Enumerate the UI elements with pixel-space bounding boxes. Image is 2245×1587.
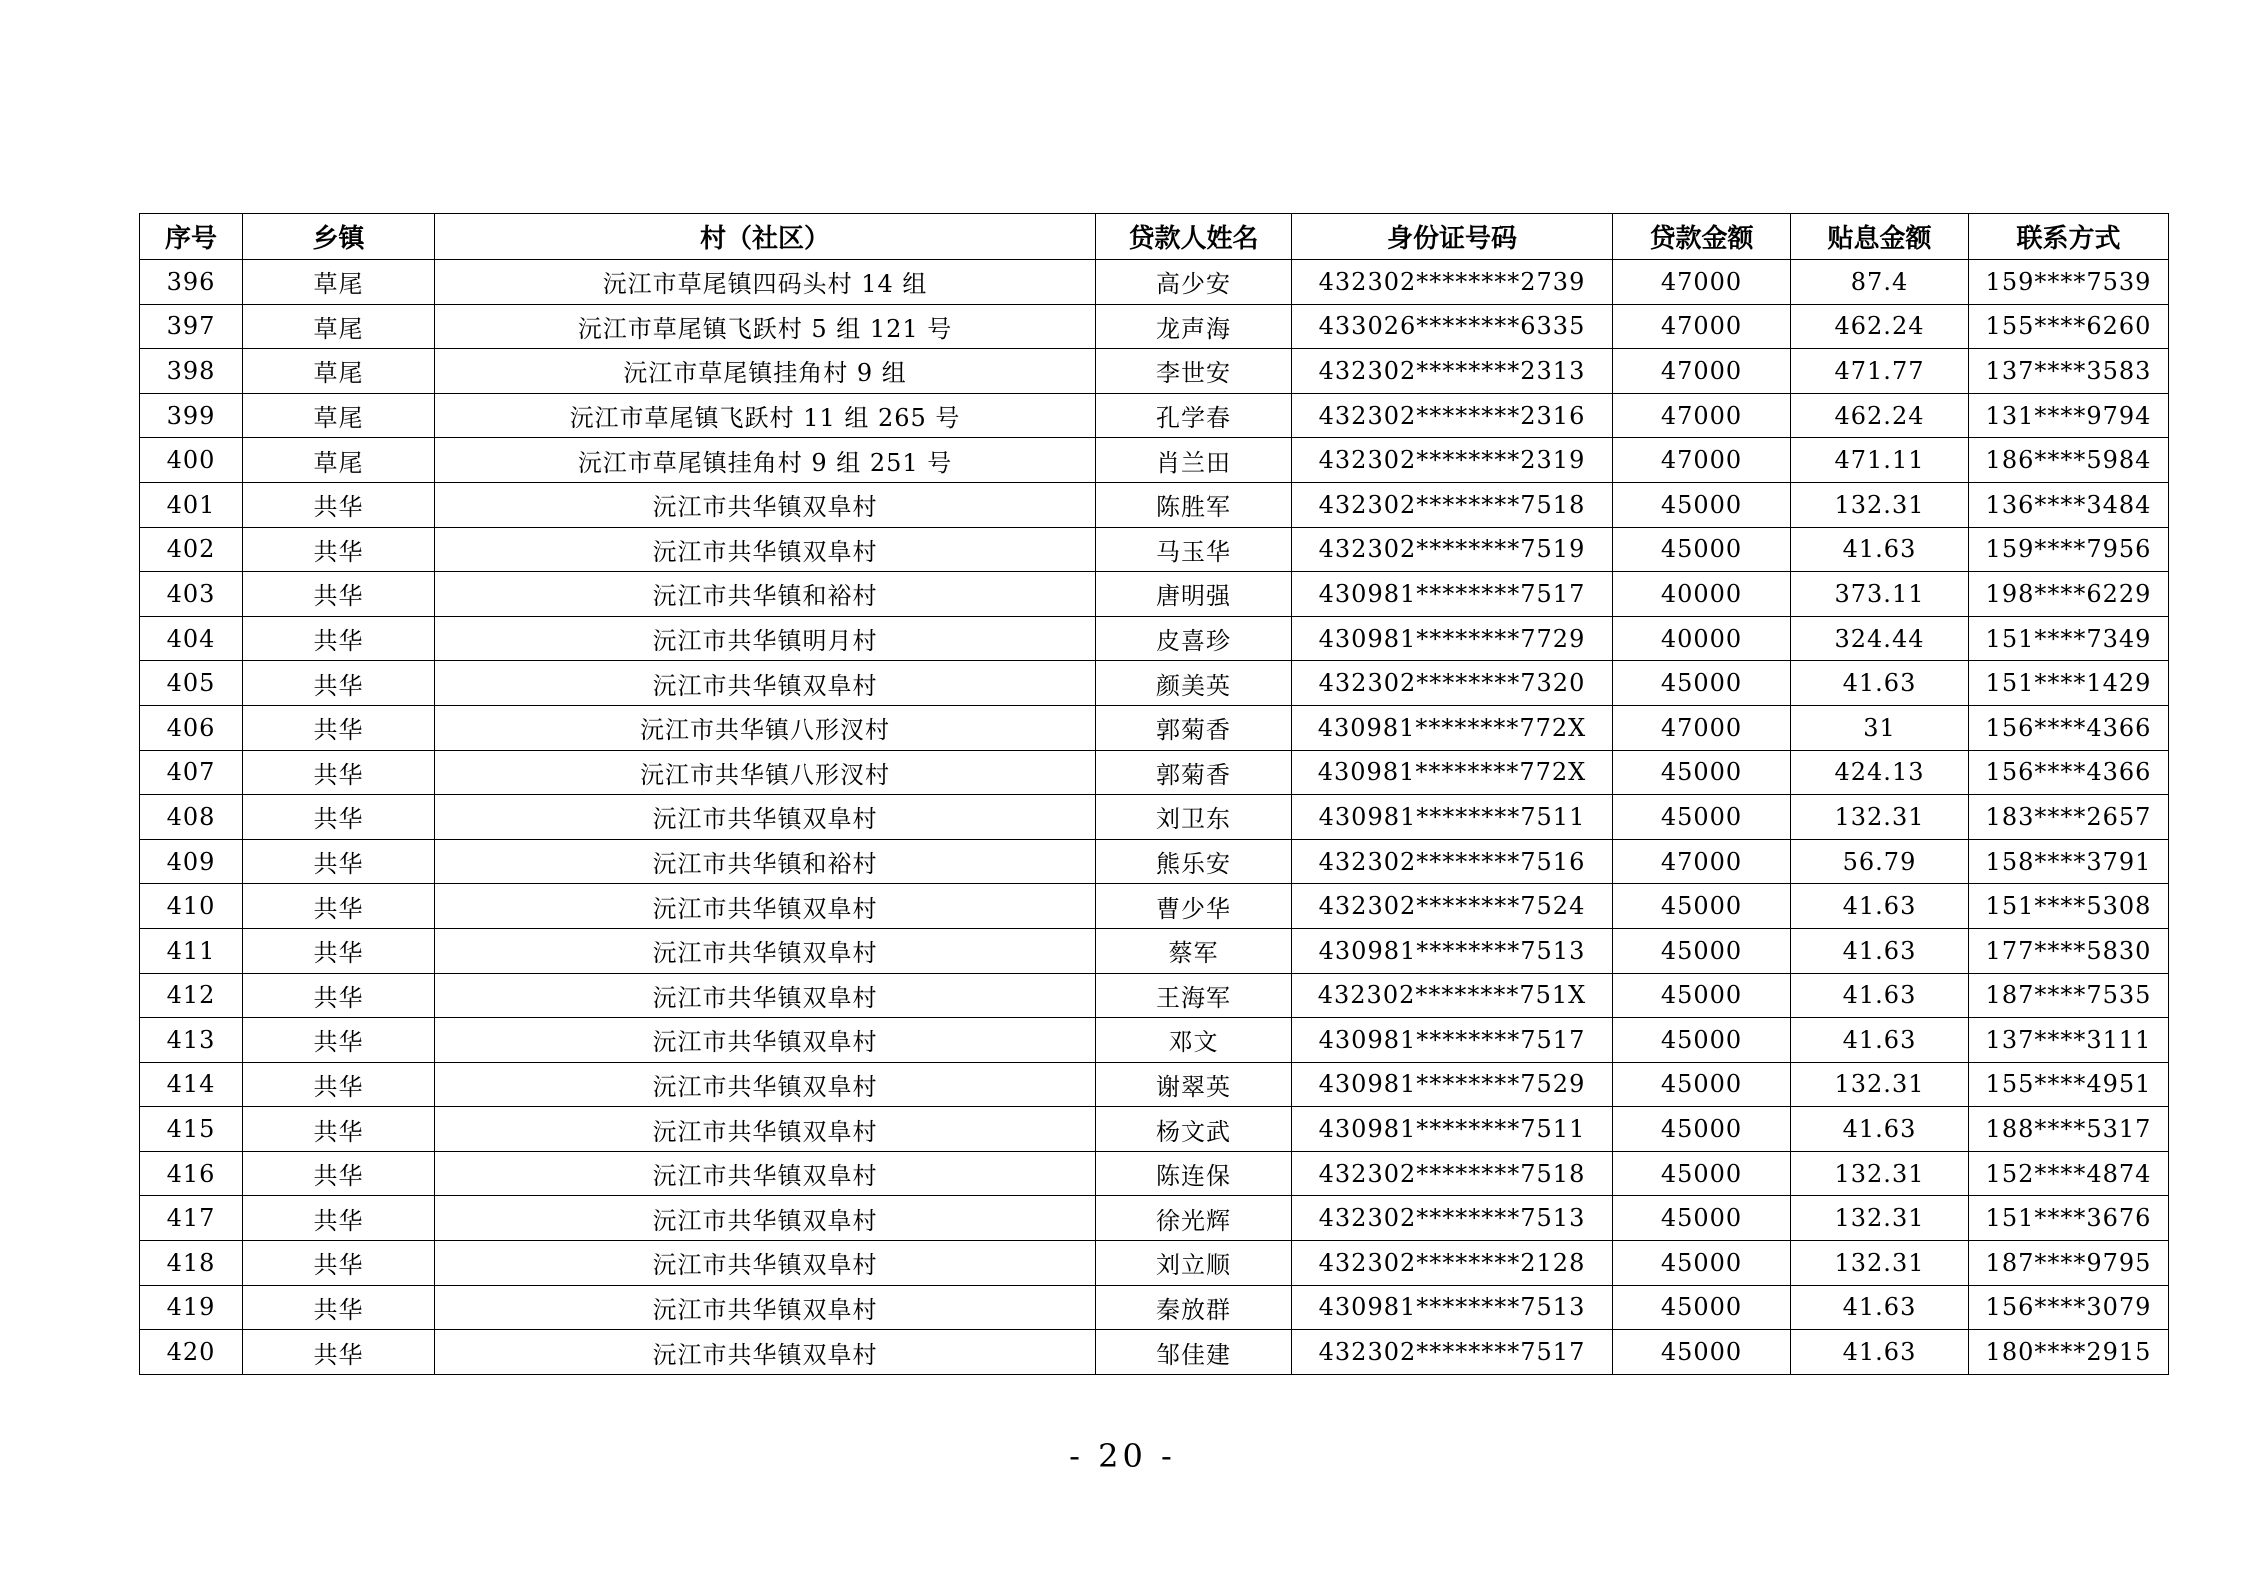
cell-village: 沅江市共华镇和裕村 [435,839,1096,884]
cell-borrower-name: 徐光辉 [1096,1196,1292,1241]
cell-contact: 183****2657 [1969,795,2169,840]
cell-index: 407 [140,750,243,795]
cell-index: 410 [140,884,243,929]
cell-id-number: 430981********7517 [1292,1018,1613,1063]
cell-index: 418 [140,1241,243,1286]
cell-borrower-name: 肖兰田 [1096,438,1292,483]
cell-borrower-name: 谢翠英 [1096,1062,1292,1107]
cell-id-number: 430981********7513 [1292,1285,1613,1330]
cell-village: 沅江市共华镇明月村 [435,616,1096,661]
cell-contact: 159****7539 [1969,260,2169,305]
cell-borrower-name: 刘立顺 [1096,1241,1292,1286]
cell-township: 共华 [243,1018,435,1063]
cell-borrower-name: 刘卫东 [1096,795,1292,840]
header-contact: 联系方式 [1969,214,2169,260]
loan-subsidy-table [139,213,2169,1375]
cell-id-number: 432302********7518 [1292,1151,1613,1196]
cell-contact: 136****3484 [1969,482,2169,527]
table-row [140,1107,2169,1152]
cell-interest-subsidy: 41.63 [1791,1018,1969,1063]
cell-interest-subsidy: 373.11 [1791,572,1969,617]
cell-interest-subsidy: 41.63 [1791,928,1969,973]
cell-id-number: 430981********772X [1292,705,1613,750]
cell-id-number: 432302********2739 [1292,260,1613,305]
cell-contact: 151****7349 [1969,616,2169,661]
cell-village: 沅江市共华镇双阜村 [435,1241,1096,1286]
cell-village: 沅江市共华镇八形汊村 [435,705,1096,750]
cell-village: 沅江市共华镇双阜村 [435,1018,1096,1063]
cell-loan-amount: 45000 [1613,1018,1791,1063]
cell-index: 401 [140,482,243,527]
cell-index: 420 [140,1330,243,1375]
cell-contact: 156****3079 [1969,1285,2169,1330]
cell-contact: 137****3111 [1969,1018,2169,1063]
cell-loan-amount: 45000 [1613,928,1791,973]
header-index: 序号 [140,214,243,260]
cell-contact: 137****3583 [1969,349,2169,394]
table-row [140,884,2169,929]
cell-index: 411 [140,928,243,973]
cell-id-number: 432302********7524 [1292,884,1613,929]
cell-village: 沅江市共华镇双阜村 [435,661,1096,706]
table-row [140,795,2169,840]
cell-township: 共华 [243,928,435,973]
cell-township: 共华 [243,1285,435,1330]
cell-village: 沅江市共华镇双阜村 [435,527,1096,572]
cell-loan-amount: 47000 [1613,438,1791,483]
cell-village: 沅江市共华镇双阜村 [435,884,1096,929]
cell-village: 沅江市草尾镇飞跃村 5 组 121 号 [435,304,1096,349]
table-header-row [140,214,2169,260]
table-row [140,304,2169,349]
cell-contact: 151****1429 [1969,661,2169,706]
cell-index: 403 [140,572,243,617]
cell-township: 共华 [243,1196,435,1241]
cell-id-number: 430981********7511 [1292,795,1613,840]
cell-id-number: 432302********2128 [1292,1241,1613,1286]
cell-loan-amount: 47000 [1613,260,1791,305]
cell-interest-subsidy: 471.77 [1791,349,1969,394]
cell-township: 共华 [243,572,435,617]
cell-borrower-name: 杨文武 [1096,1107,1292,1152]
cell-index: 405 [140,661,243,706]
cell-loan-amount: 47000 [1613,705,1791,750]
cell-interest-subsidy: 41.63 [1791,1107,1969,1152]
cell-id-number: 432302********7517 [1292,1330,1613,1375]
table-row [140,438,2169,483]
cell-township: 共华 [243,973,435,1018]
table-row [140,1151,2169,1196]
cell-village: 沅江市草尾镇飞跃村 11 组 265 号 [435,393,1096,438]
cell-contact: 188****5317 [1969,1107,2169,1152]
cell-contact: 155****6260 [1969,304,2169,349]
cell-id-number: 432302********2316 [1292,393,1613,438]
cell-loan-amount: 45000 [1613,661,1791,706]
cell-borrower-name: 邹佳建 [1096,1330,1292,1375]
cell-id-number: 432302********7519 [1292,527,1613,572]
cell-borrower-name: 皮喜珍 [1096,616,1292,661]
cell-index: 406 [140,705,243,750]
cell-loan-amount: 45000 [1613,973,1791,1018]
table-row [140,839,2169,884]
cell-township: 共华 [243,1062,435,1107]
cell-village: 沅江市共华镇八形汊村 [435,750,1096,795]
cell-borrower-name: 颜美英 [1096,661,1292,706]
cell-index: 397 [140,304,243,349]
cell-loan-amount: 45000 [1613,1107,1791,1152]
cell-township: 共华 [243,705,435,750]
cell-township: 共华 [243,795,435,840]
cell-interest-subsidy: 41.63 [1791,1330,1969,1375]
table-row [140,260,2169,305]
cell-contact: 158****3791 [1969,839,2169,884]
table-row [140,572,2169,617]
table-row [140,349,2169,394]
cell-id-number: 432302********7513 [1292,1196,1613,1241]
cell-borrower-name: 郭菊香 [1096,705,1292,750]
cell-index: 419 [140,1285,243,1330]
cell-loan-amount: 47000 [1613,304,1791,349]
header-village: 村（社区） [435,214,1096,260]
cell-loan-amount: 45000 [1613,1330,1791,1375]
table-row [140,750,2169,795]
page-number: - 20 - [1069,1437,1176,1475]
cell-township: 共华 [243,527,435,572]
cell-borrower-name: 马玉华 [1096,527,1292,572]
cell-id-number: 432302********7516 [1292,839,1613,884]
cell-interest-subsidy: 41.63 [1791,973,1969,1018]
cell-village: 沅江市共华镇双阜村 [435,1062,1096,1107]
cell-contact: 180****2915 [1969,1330,2169,1375]
cell-interest-subsidy: 471.11 [1791,438,1969,483]
cell-township: 共华 [243,1330,435,1375]
cell-borrower-name: 龙声海 [1096,304,1292,349]
cell-id-number: 430981********7529 [1292,1062,1613,1107]
cell-township: 草尾 [243,260,435,305]
cell-village: 沅江市共华镇双阜村 [435,973,1096,1018]
cell-village: 沅江市草尾镇四码头村 14 组 [435,260,1096,305]
cell-loan-amount: 45000 [1613,1151,1791,1196]
cell-contact: 186****5984 [1969,438,2169,483]
cell-index: 417 [140,1196,243,1241]
table-row [140,1196,2169,1241]
cell-interest-subsidy: 132.31 [1791,795,1969,840]
cell-interest-subsidy: 41.63 [1791,884,1969,929]
cell-index: 400 [140,438,243,483]
header-loan-amount: 贷款金额 [1613,214,1791,260]
cell-index: 413 [140,1018,243,1063]
cell-index: 409 [140,839,243,884]
cell-borrower-name: 秦放群 [1096,1285,1292,1330]
cell-index: 398 [140,349,243,394]
cell-interest-subsidy: 462.24 [1791,393,1969,438]
cell-contact: 156****4366 [1969,750,2169,795]
cell-township: 共华 [243,839,435,884]
cell-township: 草尾 [243,349,435,394]
header-borrower-name: 贷款人姓名 [1096,214,1292,260]
table-row [140,616,2169,661]
cell-township: 共华 [243,482,435,527]
table-row [140,393,2169,438]
cell-village: 沅江市共华镇双阜村 [435,928,1096,973]
cell-village: 沅江市共华镇双阜村 [435,1151,1096,1196]
cell-village: 沅江市共华镇双阜村 [435,795,1096,840]
cell-village: 沅江市草尾镇挂角村 9 组 [435,349,1096,394]
table-row [140,928,2169,973]
table-row [140,661,2169,706]
cell-township: 共华 [243,1151,435,1196]
cell-id-number: 430981********772X [1292,750,1613,795]
cell-loan-amount: 45000 [1613,795,1791,840]
cell-borrower-name: 高少安 [1096,260,1292,305]
cell-interest-subsidy: 41.63 [1791,527,1969,572]
cell-loan-amount: 47000 [1613,393,1791,438]
cell-index: 416 [140,1151,243,1196]
cell-contact: 155****4951 [1969,1062,2169,1107]
cell-index: 399 [140,393,243,438]
cell-contact: 198****6229 [1969,572,2169,617]
cell-village: 沅江市共华镇双阜村 [435,1285,1096,1330]
cell-township: 共华 [243,884,435,929]
cell-contact: 151****3676 [1969,1196,2169,1241]
cell-village: 沅江市草尾镇挂角村 9 组 251 号 [435,438,1096,483]
cell-id-number: 430981********7729 [1292,616,1613,661]
cell-borrower-name: 熊乐安 [1096,839,1292,884]
cell-village: 沅江市共华镇和裕村 [435,572,1096,617]
cell-id-number: 432302********7518 [1292,482,1613,527]
table-row [140,973,2169,1018]
cell-id-number: 430981********7517 [1292,572,1613,617]
cell-interest-subsidy: 462.24 [1791,304,1969,349]
cell-loan-amount: 45000 [1613,884,1791,929]
cell-loan-amount: 40000 [1613,572,1791,617]
cell-index: 404 [140,616,243,661]
cell-interest-subsidy: 424.13 [1791,750,1969,795]
cell-village: 沅江市共华镇双阜村 [435,1107,1096,1152]
table-row [140,482,2169,527]
cell-loan-amount: 45000 [1613,1285,1791,1330]
cell-id-number: 430981********7511 [1292,1107,1613,1152]
cell-id-number: 433026********6335 [1292,304,1613,349]
cell-interest-subsidy: 324.44 [1791,616,1969,661]
cell-loan-amount: 47000 [1613,349,1791,394]
cell-interest-subsidy: 132.31 [1791,1151,1969,1196]
cell-township: 共华 [243,1107,435,1152]
table-body [140,260,2169,1375]
cell-loan-amount: 47000 [1613,839,1791,884]
cell-village: 沅江市共华镇双阜村 [435,482,1096,527]
cell-loan-amount: 45000 [1613,527,1791,572]
cell-interest-subsidy: 56.79 [1791,839,1969,884]
cell-contact: 177****5830 [1969,928,2169,973]
table-row [140,1330,2169,1375]
cell-borrower-name: 孔学春 [1096,393,1292,438]
cell-borrower-name: 蔡军 [1096,928,1292,973]
table-row [140,1241,2169,1286]
cell-interest-subsidy: 31 [1791,705,1969,750]
cell-id-number: 432302********7320 [1292,661,1613,706]
cell-interest-subsidy: 132.31 [1791,482,1969,527]
cell-village: 沅江市共华镇双阜村 [435,1196,1096,1241]
cell-borrower-name: 李世安 [1096,349,1292,394]
cell-loan-amount: 45000 [1613,1241,1791,1286]
table-row [140,527,2169,572]
table-row [140,1062,2169,1107]
cell-index: 415 [140,1107,243,1152]
table-row [140,1018,2169,1063]
cell-interest-subsidy: 132.31 [1791,1062,1969,1107]
cell-index: 414 [140,1062,243,1107]
cell-township: 共华 [243,616,435,661]
cell-id-number: 432302********751X [1292,973,1613,1018]
cell-contact: 151****5308 [1969,884,2169,929]
cell-loan-amount: 40000 [1613,616,1791,661]
header-interest-subsidy: 贴息金额 [1791,214,1969,260]
cell-interest-subsidy: 87.4 [1791,260,1969,305]
cell-borrower-name: 曹少华 [1096,884,1292,929]
cell-contact: 152****4874 [1969,1151,2169,1196]
cell-township: 草尾 [243,393,435,438]
table-row [140,1285,2169,1330]
cell-interest-subsidy: 132.31 [1791,1196,1969,1241]
cell-id-number: 430981********7513 [1292,928,1613,973]
cell-township: 共华 [243,1241,435,1286]
cell-loan-amount: 45000 [1613,1062,1791,1107]
cell-borrower-name: 郭菊香 [1096,750,1292,795]
cell-township: 草尾 [243,438,435,483]
cell-interest-subsidy: 132.31 [1791,1241,1969,1286]
cell-loan-amount: 45000 [1613,1196,1791,1241]
cell-township: 共华 [243,750,435,795]
header-township: 乡镇 [243,214,435,260]
cell-contact: 187****9795 [1969,1241,2169,1286]
cell-borrower-name: 陈连保 [1096,1151,1292,1196]
cell-township: 草尾 [243,304,435,349]
table-row [140,705,2169,750]
cell-index: 396 [140,260,243,305]
cell-contact: 187****7535 [1969,973,2169,1018]
cell-borrower-name: 唐明强 [1096,572,1292,617]
cell-index: 408 [140,795,243,840]
cell-interest-subsidy: 41.63 [1791,1285,1969,1330]
cell-index: 402 [140,527,243,572]
cell-interest-subsidy: 41.63 [1791,661,1969,706]
cell-township: 共华 [243,661,435,706]
cell-id-number: 432302********2319 [1292,438,1613,483]
cell-contact: 159****7956 [1969,527,2169,572]
cell-village: 沅江市共华镇双阜村 [435,1330,1096,1375]
cell-loan-amount: 45000 [1613,750,1791,795]
cell-borrower-name: 王海军 [1096,973,1292,1018]
cell-borrower-name: 邓文 [1096,1018,1292,1063]
cell-contact: 156****4366 [1969,705,2169,750]
cell-borrower-name: 陈胜军 [1096,482,1292,527]
header-id-number: 身份证号码 [1292,214,1613,260]
cell-id-number: 432302********2313 [1292,349,1613,394]
cell-loan-amount: 45000 [1613,482,1791,527]
cell-contact: 131****9794 [1969,393,2169,438]
cell-index: 412 [140,973,243,1018]
